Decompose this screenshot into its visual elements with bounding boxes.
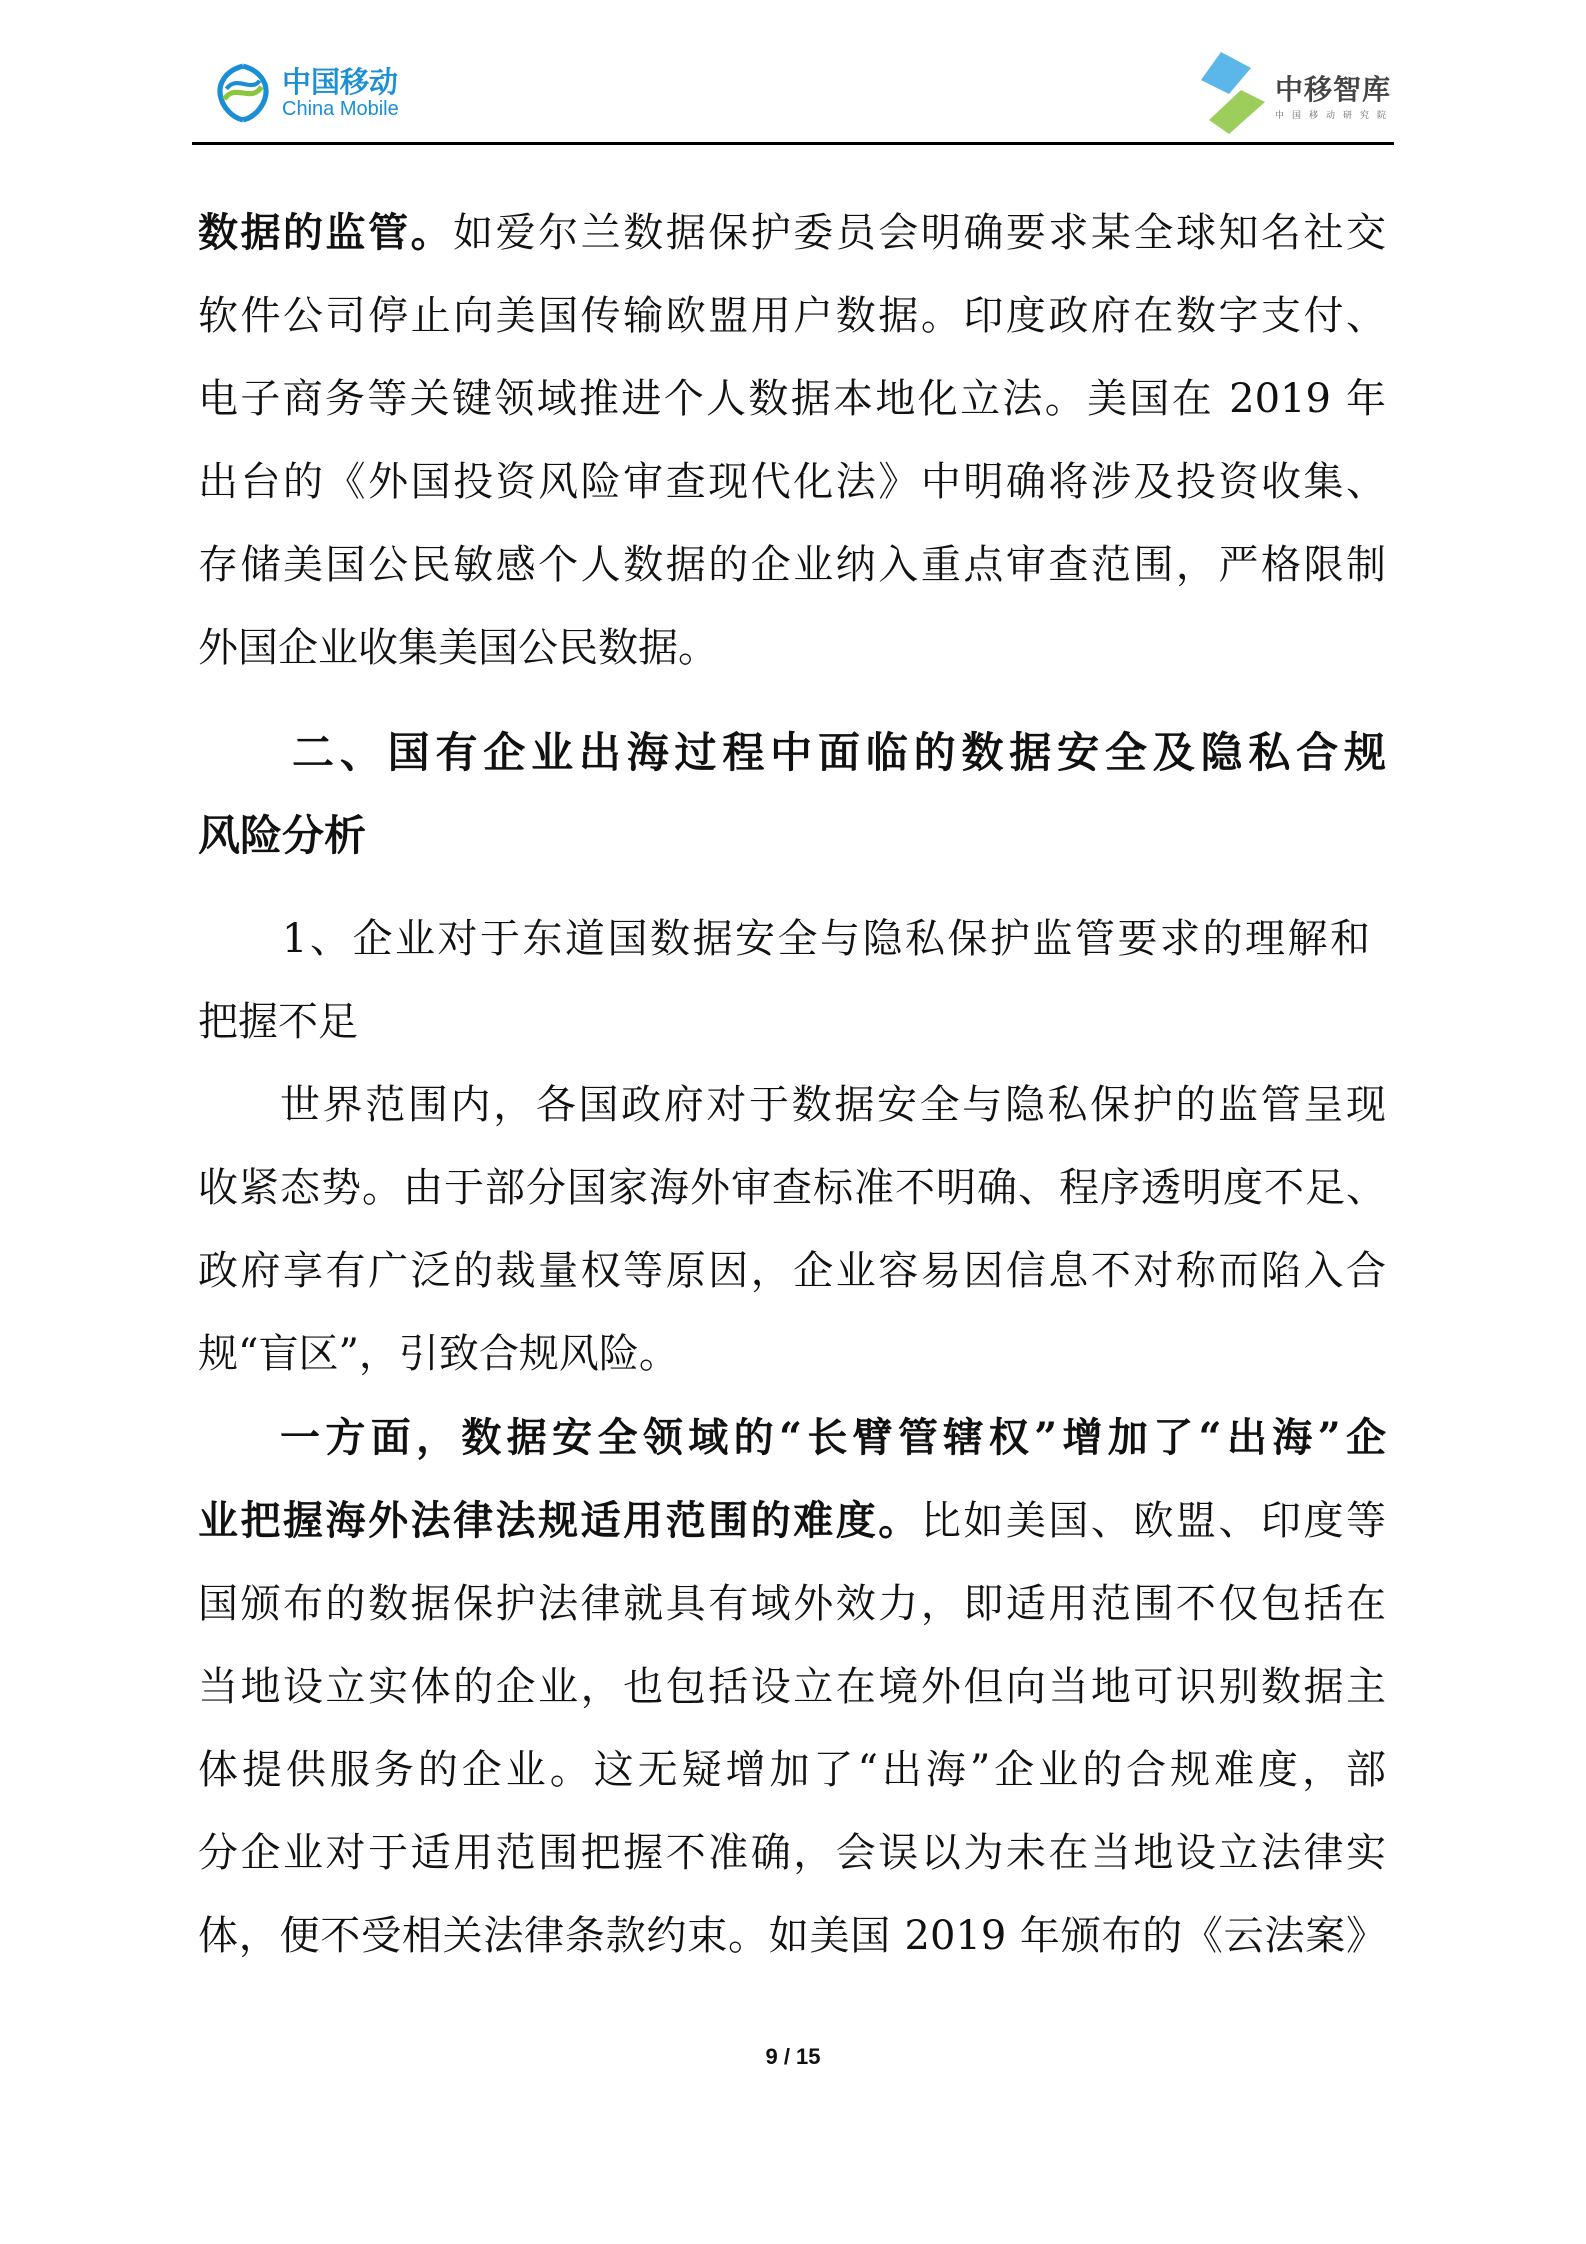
logo-text-en: China Mobile: [282, 98, 399, 120]
text-line: 外国企业收集美国公民数据。: [198, 625, 718, 671]
china-mobile-logo-icon: [212, 62, 274, 124]
text-line: 软件公司停止向美国传输欧盟用户数据。印度政府在数字支付、: [198, 293, 1386, 339]
bold-text-line: 一方面，数据安全领域的“长臂管辖权”增加了“出海”企: [280, 1414, 1386, 1461]
logo-text-cn: 中国移动: [282, 65, 399, 99]
text-line: [198, 1496, 1386, 1546]
text-line: 政府享有广泛的裁量权等原因，企业容易因信息不对称而陷入合: [198, 1248, 1386, 1294]
page-header: [192, 50, 1394, 142]
section-heading-cont: 风险分析: [198, 811, 367, 860]
text-line: 体提供服务的企业。这无疑增加了“出海”企业的合规难度，部: [198, 1747, 1386, 1793]
bold-text: 数据的监管。: [198, 209, 454, 256]
bold-text: 业把握海外法律法规适用范围的难度。: [198, 1497, 921, 1544]
text-line: 规“盲区”，引致合规风险。: [198, 1331, 679, 1377]
zhongyi-zhiku-logo: [1189, 50, 1394, 138]
text-line: 收紧态势。由于部分国家海外审查标准不明确、程序透明度不足、: [198, 1165, 1386, 1211]
text-line: 电子商务等关键领域推进个人数据本地化立法。美国在 2019 年: [198, 376, 1386, 422]
text-line: 体，便不受相关法律条款约束。如美国 2019 年颁布的《云法案》: [198, 1913, 1386, 1959]
text-line: 出台的《外国投资风险审查现代化法》中明确将涉及投资收集、: [198, 459, 1386, 505]
text: 如爱尔兰数据保护委员会明确要求某全球知名社交: [453, 210, 1387, 256]
text-line: 分企业对于适用范围把握不准确，会误以为未在当地设立法律实: [198, 1830, 1386, 1876]
section-heading: 二、国有企业出海过程中面临的数据安全及隐私合规: [292, 728, 1386, 777]
text: 比如美国、欧盟、印度等: [920, 1498, 1387, 1544]
subheading-cont: 把握不足: [198, 999, 358, 1045]
text-line: 当地设立实体的企业，也包括设立在境外但向当地可识别数据主: [198, 1664, 1386, 1710]
logo-text-cn: 中移智库: [1274, 72, 1391, 106]
logo-subtext: 中国移动研究院: [1274, 110, 1394, 121]
text-line: [198, 208, 1386, 258]
china-mobile-logo: [212, 62, 399, 124]
text-line: 国颁布的数据保护法律就具有域外效力，即适用范围不仅包括在: [198, 1581, 1386, 1627]
text-line: 存储美国公民敏感个人数据的企业纳入重点审查范围，严格限制: [198, 542, 1386, 588]
text-line: 世界范围内，各国政府对于数据安全与隐私保护的监管呈现: [280, 1082, 1386, 1128]
header-divider: [192, 142, 1394, 145]
page-number: 9 / 15: [765, 2044, 821, 2069]
subheading: 1、企业对于东道国数据安全与隐私保护监管要求的理解和: [282, 916, 1370, 962]
zhongyi-zhiku-logo-icon: [1189, 50, 1269, 138]
